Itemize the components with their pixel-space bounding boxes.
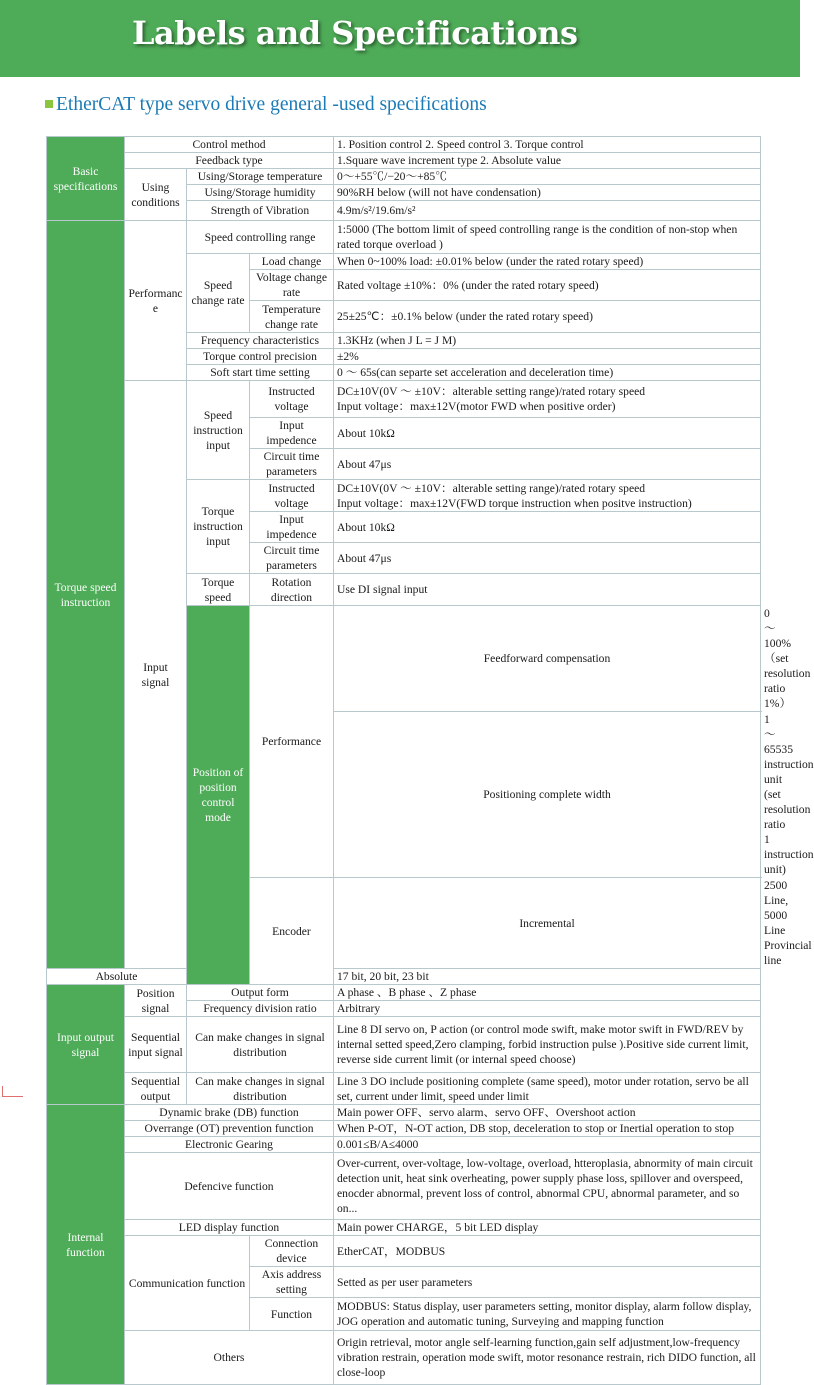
table-row [47,1331,761,1385]
row-label: Positioning complete width [334,712,761,878]
subgroup-label: Communication function [125,1236,250,1331]
row-value: MODBUS: Status display, user parameters setting, monitor display, alarm follow display, JOG operation and automatic tuning, Surveying and mapping function [334,1298,761,1331]
row-value: 0 ～ 65s(can separte set acceleration and deceleration time) [334,365,761,381]
table-row [47,1236,761,1267]
table-row [47,1105,761,1121]
table-row [47,1137,761,1153]
value-line: Input voltage：max±12V(motor FWD when positive order) [337,400,616,413]
page-title: Labels and Specifications [132,14,578,52]
row-label: Using/Storage temperature [187,169,334,185]
table-row [47,1121,761,1137]
row-value: 0.001≤B/A≤4000 [334,1137,761,1153]
subgroup-label: Encoder [250,878,334,985]
group-torque-speed: Torque speed instruction [47,221,125,969]
row-label: Others [125,1331,334,1385]
row-label: Frequency characteristics [187,333,334,349]
row-label: Dynamic brake (DB) function [125,1105,334,1121]
row-value: Over-current, over-voltage, low-voltage, overload, htteroplasia, abnormity of main circuit detection unit, heat sink overheating, power supply phase loss, spillover and overspeed, enocder abnormal, prevent loss of control, abnormal CPU, abnormal parameter, and so on... [334,1153,761,1220]
subgroup-label: Speed instruction input [187,381,250,480]
row-label: Can make changes in signal distribution [187,1017,334,1073]
table-row [47,381,761,418]
row-label: Soft start time setting [187,365,334,381]
spec-table [46,136,814,1385]
row-value: 17 bit, 20 bit, 23 bit [334,969,761,985]
group-internal-function: Internal function [47,1105,125,1385]
row-label: Overrange (OT) prevention function [125,1121,334,1137]
row-value: About 47μs [334,449,761,480]
row-label: Temperature change rate [250,301,334,333]
row-value: EtherCAT，MODBUS [334,1236,761,1267]
table-row [47,1220,761,1236]
row-value: 1.3KHz (when J L = J M) [334,333,761,349]
row-label: LED display function [125,1220,334,1236]
corner-mark [2,1086,23,1097]
row-value: A phase 、B phase 、Z phase [334,985,761,1001]
row-label: Voltage change rate [250,270,334,301]
row-label: Incremental [334,878,761,969]
table-row [47,1073,761,1105]
row-label: Strength of Vibration [187,201,334,221]
row-label: Torque control precision [187,349,334,365]
row-label: Defencive function [125,1153,334,1220]
subgroup-label: Using conditions [125,169,187,221]
row-value [334,381,761,418]
row-value: 1. Position control 2. Speed control 3. Torque control [334,137,761,153]
group-position-control: Position of position control mode [187,606,250,985]
table-row [47,1153,761,1220]
subgroup-label: Speed change rate [187,254,250,333]
row-label: Rotation direction [250,574,334,606]
row-value: 4.9m/s²/19.6m/s² [334,201,761,221]
row-label: Circuit time parameters [250,449,334,480]
row-value: About 10kΩ [334,418,761,449]
row-value: Line 3 DO include positioning complete (same speed), motor under rotation, servo be all set, current under limit, speed under limit [334,1073,761,1105]
table-row [47,153,761,169]
row-label: Control method [125,137,334,153]
table-row: Positioning complete width 1～65535 instruction unit (set resolution ratio 1 instruction unit) [47,712,761,878]
subgroup-label: Torque instruction input [187,480,250,574]
subgroup-label: Input signal [125,381,187,969]
value-line: DC±10V(0V ～ ±10V：alterable setting range)/rated rotary speed [337,385,646,398]
row-label: Instructed voltage [250,480,334,512]
table-row [47,969,761,985]
row-label: Electronic Gearing [125,1137,334,1153]
row-label: Frequency division ratio [187,1001,334,1017]
row-value: 0～+55℃/−20～+85℃ [334,169,761,185]
row-label: Input impedence [250,512,334,543]
row-label: Input impedence [250,418,334,449]
row-value: About 10kΩ [334,512,761,543]
row-label: Absolute [47,969,187,985]
row-label: Feedback type [125,153,334,169]
table-row: Encoder Incremental 2500 Line, 5000 Line Provincial line [47,878,761,969]
subgroup-label: Sequential output [125,1073,187,1105]
row-value: Rated voltage ±10%：0% (under the rated rotary speed) [334,270,761,301]
row-value: Arbitrary [334,1001,761,1017]
table-row [47,137,761,153]
row-value [334,480,761,512]
row-value: Origin retrieval, motor angle self-learning function,gain self adjustment,low-frequency vibration restrain, operation mode swift, motor resonance restrain, rich DIDO function, all close-loop [334,1331,761,1385]
header-banner [0,0,800,77]
section-title-text: EtherCAT type servo drive general -used specifications [56,94,487,115]
group-input-output: Input output signal [47,985,125,1105]
row-label: Feedforward compensation [334,606,761,712]
row-value: 90%RH below (will not have condensation) [334,185,761,201]
row-label: Using/Storage humidity [187,185,334,201]
table-row: Position of position control mode Performance Feedforward compensation 0～100%（set resolution ratio 1%） [47,606,761,712]
row-label: Can make changes in signal distribution [187,1073,334,1105]
subgroup-label: Performanc e [125,221,187,381]
row-label: Circuit time parameters [250,543,334,574]
subgroup-label: Position signal [125,985,187,1017]
group-basic: Basic specifications [47,137,125,221]
value-line: DC±10V(0V ～ ±10V：alterable setting range)/rated rotary speed [337,481,646,495]
section-title [45,94,487,116]
row-value: About 47μs [334,543,761,574]
row-value: Use DI signal input [334,574,761,606]
row-label: Axis address setting [250,1267,334,1298]
row-label: Speed controlling range [187,221,334,254]
table-row [47,169,761,185]
row-label: Instructed voltage [250,381,334,418]
row-value: Setted as per user parameters [334,1267,761,1298]
row-label: Output form [187,985,334,1001]
table-row [47,221,761,254]
subgroup-label: Performance [250,606,334,878]
row-value: When P-OT，N-OT action, DB stop, deceleration to stop or Inertial operation to stop [334,1121,761,1137]
table-row [47,985,761,1001]
row-value: 1.Square wave increment type 2. Absolute value [334,153,761,169]
row-label: Connection device [250,1236,334,1267]
row-label: Load change [250,254,334,270]
row-value: 1:5000 (The bottom limit of speed controlling range is the condition of non-stop when rated torque overload ) [334,221,761,254]
row-value: 25±25℃：±0.1% below (under the rated rotary speed) [334,301,761,333]
row-value: ±2% [334,349,761,365]
value-line: Input voltage：max±12V(FWD torque instruction when positve instruction) [337,496,692,510]
subgroup-label: Torque speed [187,574,250,606]
row-label: Function [250,1298,334,1331]
row-value: When 0~100% load: ±0.01% below (under the rated rotary speed) [334,254,761,270]
subgroup-label: Sequential input signal [125,1017,187,1073]
row-value: Main power OFF、servo alarm、servo OFF、Overshoot action [334,1105,761,1121]
row-value: Line 8 DI servo on, P action (or control mode swift, make motor swift in FWD/REV by internal setted speed,Zero clamping, forbid instruction pulse ).Positive side current limit, reverse side current limit (or internal speed choose) [334,1017,761,1073]
bullet-square-icon [45,100,53,108]
table-row [47,1017,761,1073]
row-value: Main power CHARGE，5 bit LED display [334,1220,761,1236]
